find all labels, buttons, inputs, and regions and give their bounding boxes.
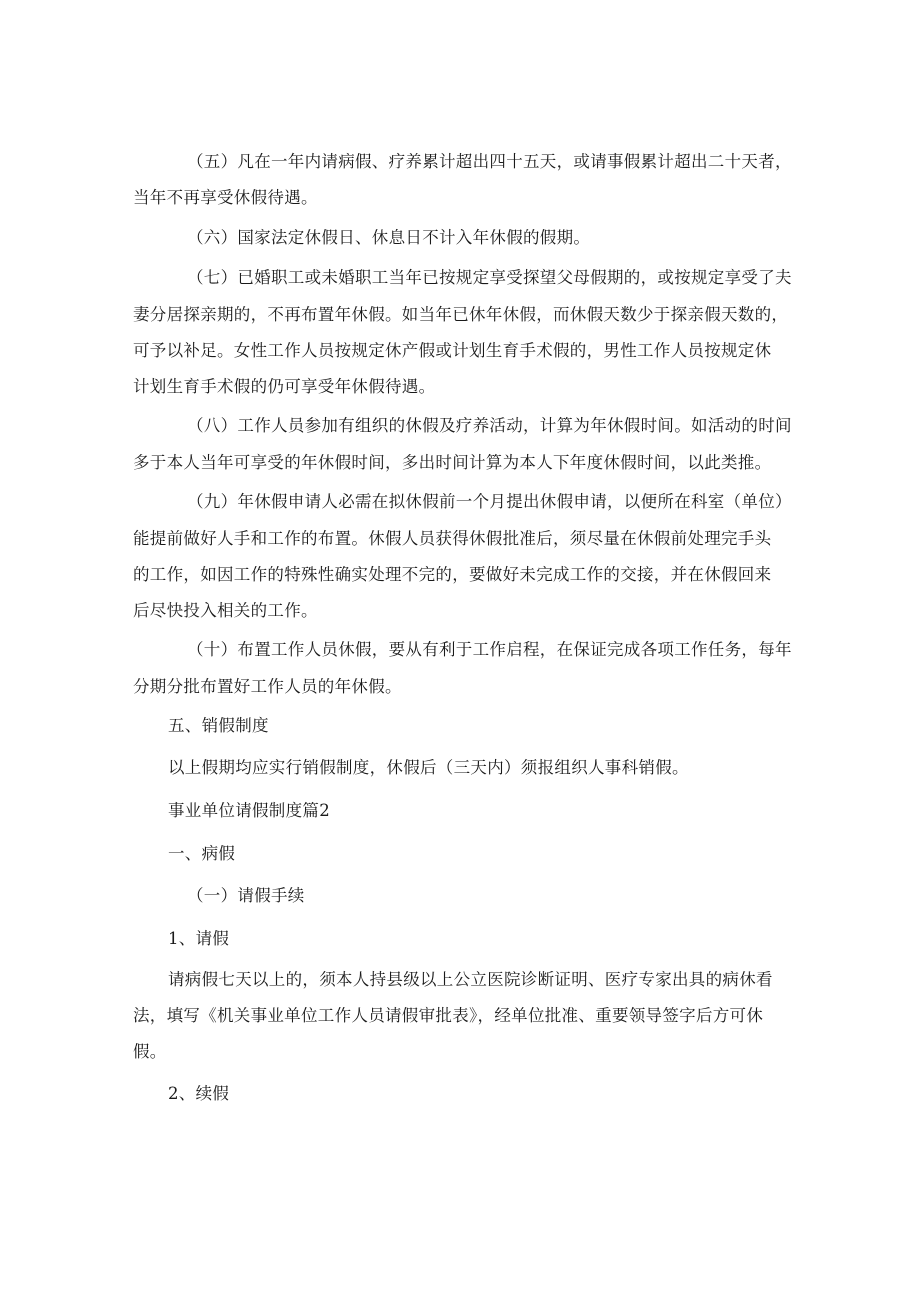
paragraph-9-line-2: 能提前做好人手和工作的布置。休假人员获得休假批准后，须尽量在休假前处理完手头 xyxy=(133,529,772,548)
section-1-heading: 一、病假 xyxy=(168,844,236,863)
item-1-line-1: 请病假七天以上的，须本人持县级以上公立医院诊断证明、医疗专家出具的病休看 xyxy=(168,970,773,989)
paragraph-9-line-1: （九）年休假申请人必需在拟休假前一个月提出休假申请，以便所在科室（单位） xyxy=(187,492,792,511)
paragraph-7-line-1: （七）已婚职工或未婚职工当年已按规定享受探望父母假期的，或按规定享受了夫 xyxy=(187,268,792,287)
paragraph-5-line-2: 当年不再享受休假待遇。 xyxy=(133,188,318,207)
paragraph-9-line-3: 的工作，如因工作的特殊性确实处理不完的，要做好未完成工作的交接，并在休假回来 xyxy=(133,565,772,584)
subsection-1-heading: （一）请假手续 xyxy=(187,886,305,905)
paragraph-9-line-4: 后尽快投入相关的工作。 xyxy=(133,601,318,620)
section-5-text: 以上假期均应实行销假制度，休假后（三天内）须报组织人事科销假。 xyxy=(168,758,689,777)
paragraph-10-line-1: （十）布置工作人员休假，要从有利于工作启程，在保证完成各项工作任务，每年 xyxy=(187,640,792,659)
paragraph-8-line-2: 多于本人当年可享受的年休假时间，多出时间计算为本人下年度休假时间，以此类推。 xyxy=(133,453,772,472)
item-1-line-3: 假。 xyxy=(133,1042,167,1061)
item-2-heading: 2、续假 xyxy=(168,1084,230,1103)
paragraph-5-line-1: （五）凡在一年内请病假、疗养累计超出四十五天，或请事假累计超出二十天者， xyxy=(187,152,792,171)
paragraph-7-line-4: 计划生育手术假的仍可享受年休假待遇。 xyxy=(133,377,436,396)
item-1-line-2: 法，填写《机关事业单位工作人员请假审批表》，经单位批准、重要领导签字后方可休 xyxy=(133,1006,764,1025)
paragraph-10-line-2: 分期分批布置好工作人员的年休假。 xyxy=(133,677,402,696)
paragraph-7-line-3: 可予以补足。女性工作人员按规定休产假或计划生育手术假的，男性工作人员按规定休 xyxy=(133,341,772,360)
article-2-title: 事业单位请假制度篇2 xyxy=(168,801,330,820)
item-1-heading: 1、请假 xyxy=(168,929,230,948)
section-5-heading: 五、销假制度 xyxy=(168,716,269,735)
paragraph-7-line-2: 妻分居探亲期的，不再布置年休假。如当年已休年休假，而休假天数少于探亲假天数的， xyxy=(133,305,789,324)
paragraph-6-line-1: （六）国家法定休假日、休息日不计入年休假的假期。 xyxy=(187,228,591,247)
paragraph-8-line-1: （八）工作人员参加有组织的休假及疗养活动，计算为年休假时间。如活动的时间 xyxy=(187,416,792,435)
